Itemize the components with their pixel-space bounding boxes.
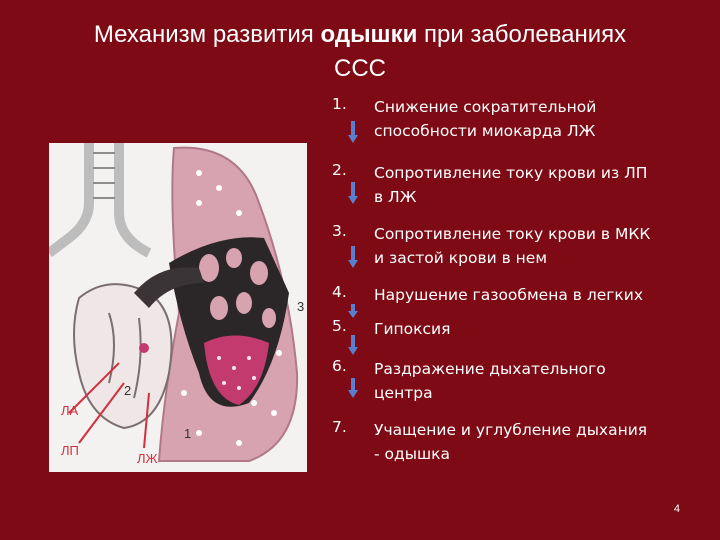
bronchus-right-line <box>119 143 149 253</box>
label-number-2: 2 <box>124 383 132 398</box>
label-lzh: ЛЖ <box>137 451 158 466</box>
down-arrow-icon <box>348 304 358 318</box>
heart-outline <box>74 284 172 428</box>
down-arrow-icon <box>348 335 358 355</box>
down-arrow-icon <box>348 378 358 398</box>
step-text-line1: Снижение сократительной <box>374 98 597 116</box>
step-text-line1: Гипоксия <box>374 320 451 338</box>
title-line2: ССС <box>334 55 386 82</box>
step-text-line2: - одышка <box>374 445 451 463</box>
label-lp: ЛП <box>61 443 79 458</box>
page-number: 4 <box>673 503 680 515</box>
step-text-line2: в ЛЖ <box>374 188 417 206</box>
step-text-line2: центра <box>374 384 433 402</box>
label-number-1: 1 <box>184 426 192 441</box>
illustration-svg <box>49 143 307 472</box>
step-number: 2. <box>332 161 347 179</box>
label-number-3: 3 <box>297 299 305 314</box>
title-bold-word: одышки <box>320 21 418 48</box>
step-number: 5. <box>332 317 347 335</box>
title-part2: при заболеваниях <box>424 21 627 48</box>
step-number: 1. <box>332 95 347 113</box>
step-number: 6. <box>332 357 347 375</box>
step-text-line1: Учащение и углубление дыхания <box>374 421 648 439</box>
trachea-rings <box>93 153 115 198</box>
step-number: 4. <box>332 283 347 301</box>
step-number: 7. <box>332 418 347 436</box>
step-text-line2: и застой крови в нем <box>374 249 548 267</box>
down-arrow-icon <box>348 246 358 268</box>
step-text-line2: способности миокарда ЛЖ <box>374 122 596 140</box>
label-la: ЛА <box>61 403 79 418</box>
step-text-line1: Сопротивление току крови из ЛП <box>374 164 648 182</box>
slide-title <box>20 18 700 86</box>
title-part1: Механизм развития <box>93 21 314 48</box>
down-arrow-icon <box>348 121 358 143</box>
bronchus-left-line <box>49 143 89 253</box>
step-text-line1: Нарушение газообмена в легких <box>374 286 644 304</box>
down-arrow-icon <box>348 182 358 204</box>
heart-marker-dot <box>139 343 149 353</box>
step-text-line1: Раздражение дыхательного <box>374 360 606 378</box>
step-number: 3. <box>332 222 347 240</box>
step-text-line1: Сопротивление току крови в МКК <box>374 225 651 243</box>
heart-lung-illustration <box>49 143 307 472</box>
